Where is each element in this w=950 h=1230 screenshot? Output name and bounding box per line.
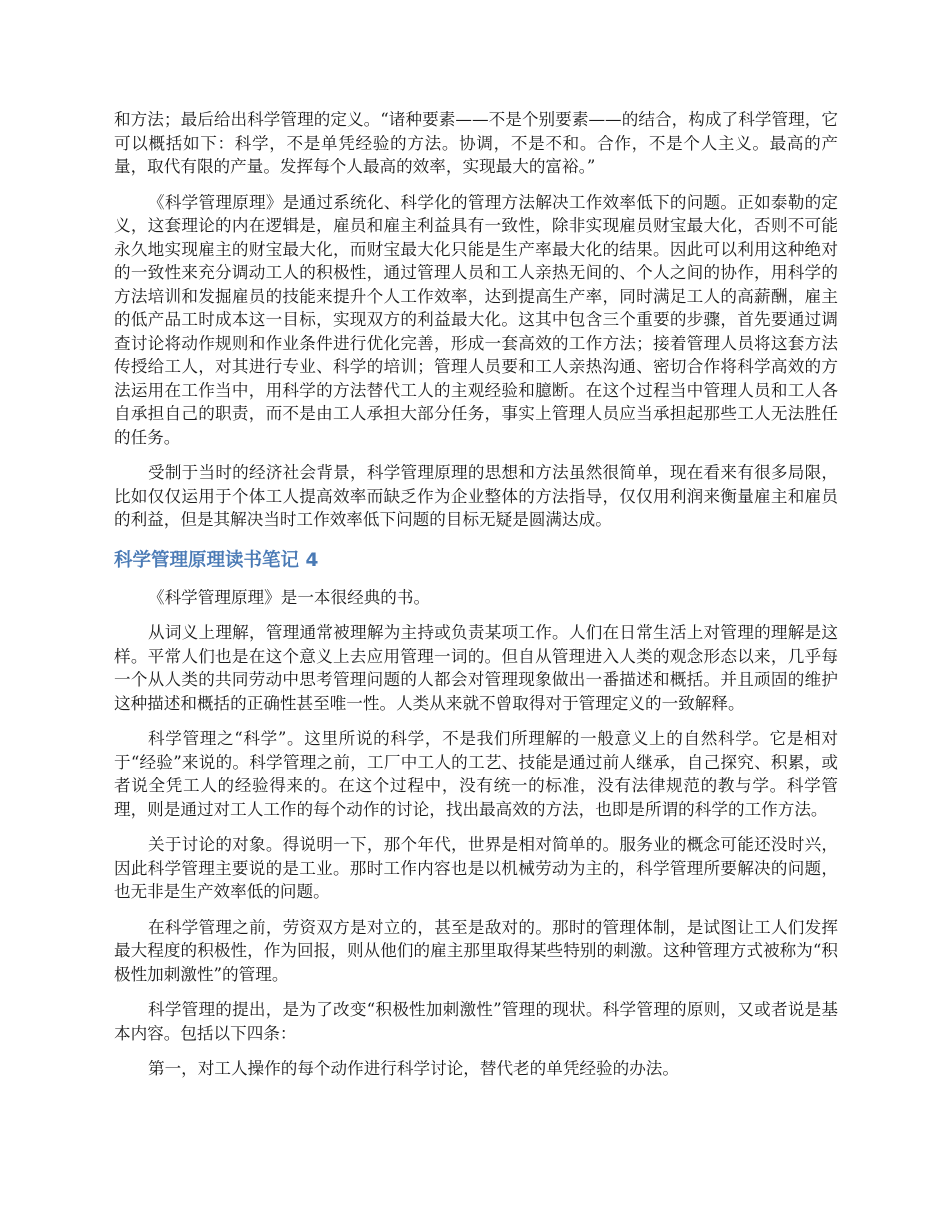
paragraph-labor-relations: 在科学管理之前，劳资双方是对立的，甚至是敌对的。那时的管理体制，是试图让工人们发挥最大程度的积极性，作为回报，则从他们的雇主那里取得某些特别的刺激。这种管理方式被称为“积极性加刺激性”的管理。 <box>114 917 838 984</box>
paragraph-definition: 和方法；最后给出科学管理的定义。“诸种要素——不是个别要素——的结合，构成了科学管理，它可以概括如下：科学，不是单凭经验的方法。协调，不是不和。合作，不是个人主义。最高的产量，取代有限的产量。发挥每个人最高的效率，实现最大的富裕。” <box>114 110 838 176</box>
paragraph-classic-book: 《科学管理原理》是一本很经典的书。 <box>148 587 431 607</box>
paragraph-research-object: 关于讨论的对象。得说明一下，那个年代，世界是相对简单的。服务业的概念可能还没时兴，因此科学管理主要说的是工业。那时工作内容也是以机械劳动为主的，科学管理所要解决的问题，也无非是生产效率低的问题。 <box>114 835 838 901</box>
paragraph-management-meaning: 从词义上理解，管理通常被理解为主持或负责某项工作。人们在日常生活上对管理的理解是这样。平常人们也是在这个意义上去应用管理一词的。但自从管理进入人类的观念形态以来，几乎每一个从人类的共同劳动中思考管理问题的人都会对管理现象做出一番描述和概括。并且顽固的维护这种描述和概括的正确性甚至唯一性。人类从来就不曾取得对于管理定义的一致解释。 <box>114 623 838 713</box>
paragraph-principles-summary: 《科学管理原理》是通过系统化、科学化的管理方法解决工作效率低下的问题。正如泰勒的定义，这套理论的内在逻辑是，雇员和雇主利益具有一致性，除非实现雇员财宝最大化，否则不可能永久地实现雇主的财宝最大化，而财宝最大化只能是生产率最大化的结果。因此可以利用这种绝对的一致性来充分调动工人的积极性，通过管理人员和工人亲热无间的、个人之间的协作，用科学的方法培训和发掘雇员的技能来提升个人工作效率，达到提高生产率，同时满足工人的高薪酬，雇主的低产品工时成本这一目标，实现双方的利益最大化。这其中包含三个重要的步骤，首先要通过调查讨论将动作规则和作业条件进行优化完善，形成一套高效的工作方法；接着管理人员将这套方法传授给工人，对其进行专业、科学的培训；管理人员要和工人亲热沟通、密切合作将科学高效的方法运用在工作当中，用科学的方法替代工人的主观经验和臆断。在这个过程当中管理人员和工人各自承担自己的职责，而不是由工人承担大部分任务，事实上管理人员应当承担起那些工人无法胜任的任务。 <box>114 192 838 447</box>
paragraph-science-meaning: 科学管理之“科学”。这里所说的科学，不是我们所理解的一般意义上的自然科学。它是相对于“经验”来说的。科学管理之前，工厂中工人的工艺、技能是通过前人继承，自己探究、积累，或者说全凭工人的经验得来的。在这个过程中，没有统一的标准，没有法律规范的教与学。科学管理，则是通过对工人工作的每个动作的讨论，找出最高效的方法，也即是所谓的科学的工作方法。 <box>114 729 838 819</box>
section-heading: 科学管理原理读书笔记 4 <box>114 549 319 571</box>
paragraph-four-principles-intro: 科学管理的提出，是为了改变“积极性加刺激性”管理的现状。科学管理的原则，又或者说是基本内容。包括以下四条： <box>114 1000 838 1043</box>
document-page <box>114 108 838 1093</box>
paragraph-limitations: 受制于当时的经济社会背景，科学管理原理的思想和方法虽然很简单，现在看来有很多局限，比如仅仅运用于个体工人提高效率而缺乏作为企业整体的方法指导，仅仅用利润来衡量雇主和雇员的利益，但是其解决当时工作效率低下问题的目标无疑是圆满达成。 <box>114 463 838 529</box>
paragraph-principle-one: 第一，对工人操作的每个动作进行科学讨论，替代老的单凭经验的办法。 <box>148 1059 679 1078</box>
